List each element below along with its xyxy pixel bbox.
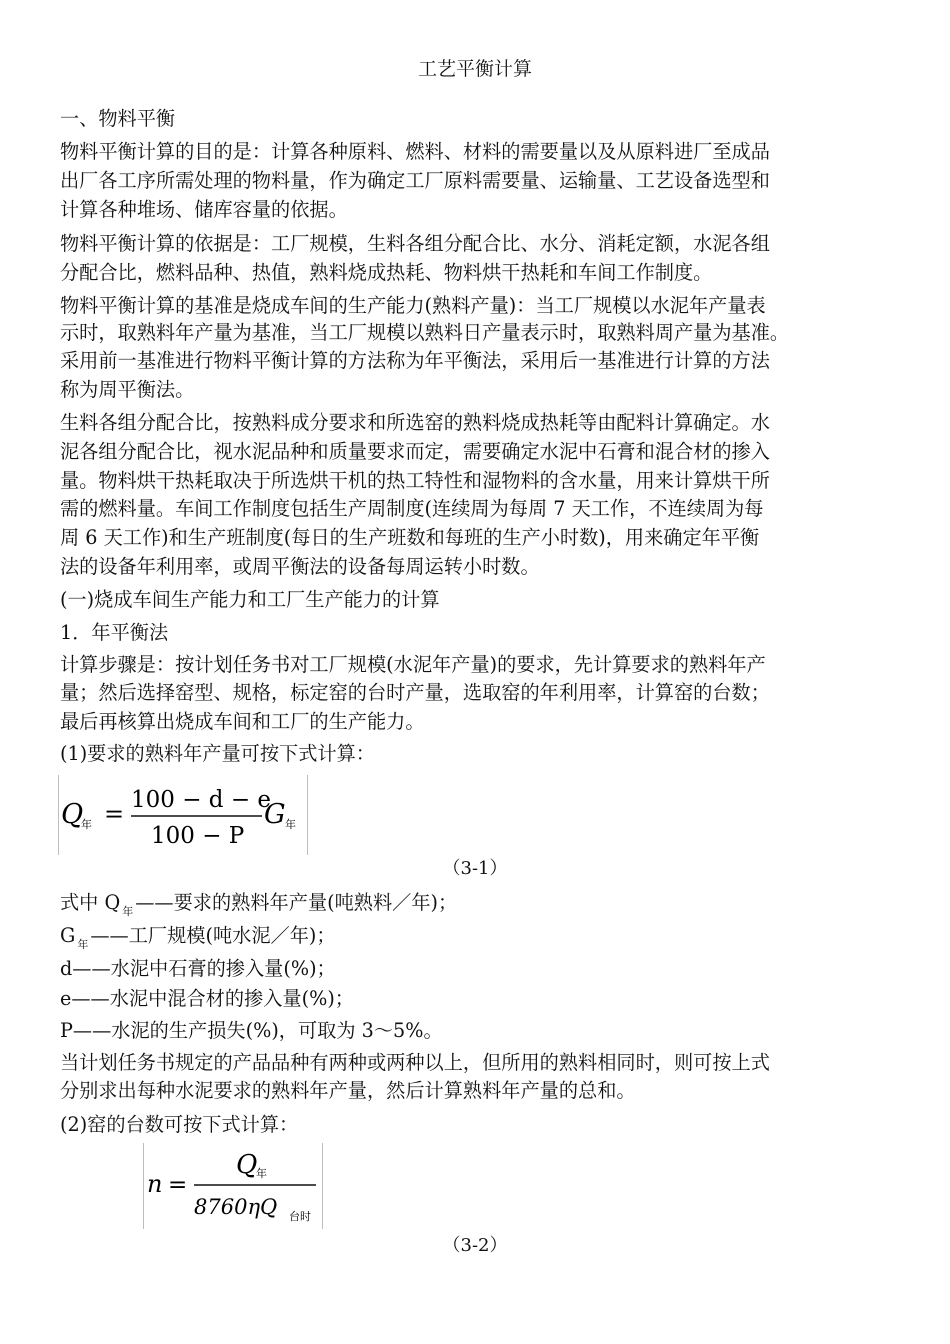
formula-numerator-subscript: 年 — [256, 1167, 267, 1180]
formula-3-1-graphic — [59, 775, 307, 855]
definition-text: ——水泥的生产损失(%)，可取为 3～5%。 — [72, 1019, 443, 1042]
paragraph-line: 分配合比，燃料品种、热值，熟料烧成热耗、物料烘干热耗和车间工作制度。 — [60, 261, 713, 284]
paragraph-line: 出厂各工序所需处理的物料量，作为确定工厂原料需要量、运输量、工艺设备选型和 — [60, 169, 770, 192]
paragraph-line: 示时，取熟料年产量为基准，当工厂规模以熟料日产量表示时，取熟料周产量为基准。 — [60, 321, 790, 344]
paragraph-line: 计算各种堆场、储库容量的依据。 — [60, 198, 348, 221]
definition-text: ——要求的熟料年产量(吨熟料／年)； — [135, 891, 458, 914]
equation-number: （3-2） — [442, 1235, 508, 1256]
definition-line — [60, 956, 336, 982]
definition-symbol: 式中 Q — [60, 891, 121, 914]
paragraph-line: 法的设备年利用率，或周平衡法的设备每周运转小时数。 — [60, 555, 540, 578]
definition-symbol: e — [60, 987, 72, 1010]
definition-subscript: 年 — [122, 905, 134, 918]
paragraph-line: 称为周平衡法。 — [60, 378, 195, 401]
definition-line — [60, 890, 457, 925]
definition-text: ——工厂规模(吨水泥／年)； — [90, 924, 336, 947]
subsection-heading: (一)烧成车间生产能力和工厂生产能力的计算 — [60, 588, 440, 611]
paragraph-line: 采用前一基准进行物料平衡计算的方法称为年平衡法，采用后一基准进行计算的方法 — [60, 349, 770, 372]
definition-line — [60, 1018, 443, 1044]
paragraph-line: 泥各组分配合比，视水泥品种和质量要求而定，需要确定水泥中石膏和混合材的掺入 — [60, 440, 770, 463]
section-heading: 一、物料平衡 — [60, 107, 176, 130]
paragraph-line: 生料各组分配合比，按熟料成分要求和所选窑的熟料烧成热耗等由配料计算确定。水 — [60, 411, 770, 434]
paragraph-line: 需的燃料量。车间工作制度包括生产周制度(连续周为每周 7 天工作，不连续周为每 — [60, 497, 764, 520]
subsection-heading: 1．年平衡法 — [60, 621, 169, 644]
definition-symbol: P — [60, 1019, 73, 1042]
paragraph-line: 量；然后选择窑型、规格，标定窑的台时产量，选取窑的年利用率，计算窑的台数； — [60, 681, 770, 704]
document-title: 工艺平衡计算 — [417, 58, 532, 80]
formula-numerator-q: Q — [236, 1150, 258, 1180]
paragraph-line: 物料平衡计算的依据是：工厂规模，生料各组分配合比、水分、消耗定额，水泥各组 — [60, 232, 770, 255]
formula-denominator: 100 − P — [151, 823, 245, 849]
formula-equals: = — [104, 800, 125, 828]
paragraph-line: (2)窑的台数可按下式计算： — [60, 1113, 299, 1136]
definition-symbol: d — [60, 957, 73, 980]
definition-line — [60, 923, 336, 958]
formula-3-2-graphic — [144, 1143, 322, 1229]
paragraph-line: 周 6 天工作)和生产班制度(每日的生产班数和每班的生产小时数)，用来确定年平衡 — [60, 526, 760, 549]
paragraph-line: 物料平衡计算的目的是：计算各种原料、燃料、材料的需要量以及从原料进厂至成品 — [60, 140, 770, 163]
paragraph-line: (1)要求的熟料年产量可按下式计算： — [60, 742, 375, 765]
paragraph-line: 计算步骤是：按计划任务书对工厂规模(水泥年产量)的要求，先计算要求的熟料年产 — [60, 653, 766, 676]
paragraph-line: 当计划任务书规定的产品品种有两种或两种以上，但所用的熟料相同时，则可按上式 — [60, 1051, 770, 1074]
formula-q-symbol: Q — [61, 799, 84, 830]
paragraph-line: 量。物料烘干热耗取决于所选烘干机的热工特性和湿物料的含水量，用来计算烘干所 — [60, 469, 770, 492]
formula-g-subscript: 年 — [285, 818, 296, 831]
equation-number: （3-1） — [442, 858, 508, 879]
paragraph-line: 物料平衡计算的基准是烧成车间的生产能力(熟料产量)：当工厂规模以水泥年产量表 — [60, 294, 766, 317]
formula-q-subscript: 年 — [81, 818, 92, 831]
formula-equals: = — [168, 1172, 188, 1198]
definition-line — [60, 986, 354, 1012]
definition-symbol: G — [60, 924, 76, 947]
formula-denominator-subscript: 台时 — [289, 1210, 311, 1223]
formula-n-symbol: n — [147, 1170, 163, 1198]
formula-3-1 — [58, 775, 308, 855]
definition-text: ——水泥中石膏的掺入量(%)； — [72, 957, 336, 980]
formula-3-2 — [143, 1143, 323, 1229]
formula-numerator: 100 − d − e — [131, 787, 272, 813]
definition-text: ——水泥中混合材的掺入量(%)； — [71, 987, 354, 1010]
definition-subscript: 年 — [77, 938, 89, 951]
formula-denominator: 8760ηQ — [194, 1195, 278, 1219]
formula-g-symbol: G — [264, 799, 286, 830]
paragraph-line: 最后再核算出烧成车间和工厂的生产能力。 — [60, 710, 425, 733]
paragraph-line: 分别求出每种水泥要求的熟料年产量，然后计算熟料年产量的总和。 — [60, 1079, 636, 1102]
